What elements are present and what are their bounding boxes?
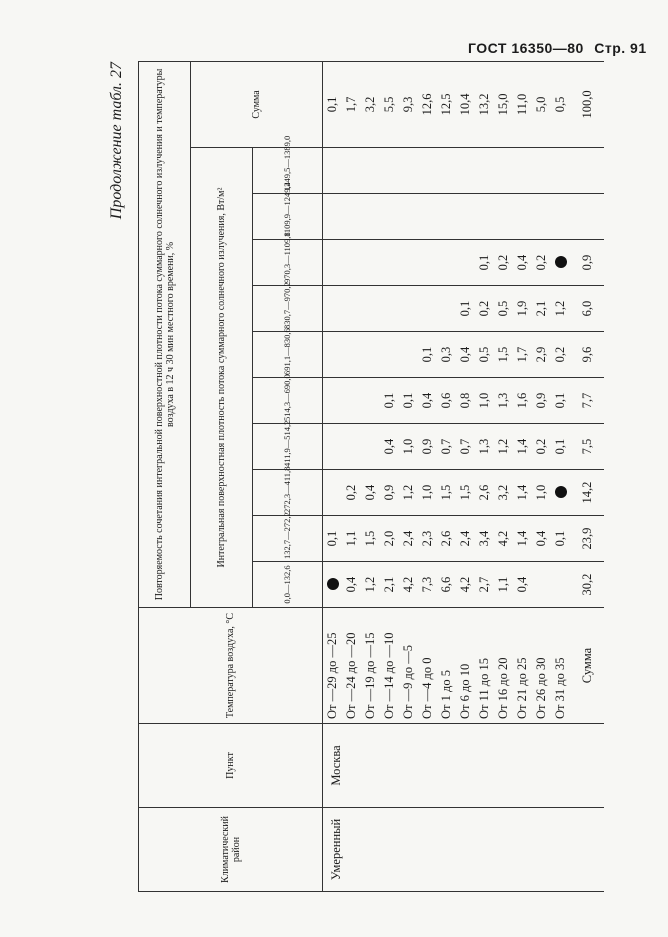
range-header: 514,3—690,0 <box>253 378 323 424</box>
value-cell: 4,2 <box>494 516 513 562</box>
value-cell: 1,2 <box>361 562 380 608</box>
row-sum-cell: 12,5 <box>437 61 456 147</box>
value-cell <box>456 240 475 286</box>
range-header: 691,1—830,6 <box>253 332 323 378</box>
row-sum-cell: 11,0 <box>513 61 532 147</box>
value-cell: 0,4 <box>380 424 399 470</box>
dot-icon <box>555 257 567 269</box>
temperature-cell: От 21 до 25 <box>513 608 532 724</box>
value-cell: 0,8 <box>456 378 475 424</box>
value-cell <box>361 378 380 424</box>
value-cell: 0,9 <box>418 424 437 470</box>
row-sum-cell: 10,4 <box>456 61 475 147</box>
total-value-cell <box>570 148 604 194</box>
value-cell: 1,0 <box>399 424 418 470</box>
value-cell <box>475 148 494 194</box>
value-cell: 0,5 <box>475 332 494 378</box>
value-cell: 4,2 <box>399 562 418 608</box>
value-cell: 0,1 <box>551 516 570 562</box>
value-cell <box>380 240 399 286</box>
marker-cell <box>551 240 570 286</box>
value-cell <box>342 332 361 378</box>
value-cell <box>475 194 494 240</box>
value-cell: 1,2 <box>399 470 418 516</box>
value-cell <box>361 424 380 470</box>
dot-icon <box>327 579 339 591</box>
point-cell: Москва <box>323 724 605 808</box>
value-cell: 1,4 <box>513 424 532 470</box>
total-value-cell: 23,9 <box>570 516 604 562</box>
value-cell <box>361 148 380 194</box>
value-cell: 0,2 <box>342 470 361 516</box>
row-sum-cell: 1,7 <box>342 61 361 147</box>
value-cell: 3,2 <box>494 470 513 516</box>
main-title: Повторяемость сочетания интегральной поверхностной плотности потока суммарного солнечного излучения и температуры воздуха в 12 ч 30 мин местного времени, % <box>139 61 191 607</box>
value-cell <box>418 286 437 332</box>
value-cell: 2,4 <box>399 516 418 562</box>
value-cell: 2,3 <box>418 516 437 562</box>
value-cell: 0,2 <box>475 286 494 332</box>
row-sum-cell: 0,1 <box>323 61 343 147</box>
value-cell: 2,7 <box>475 562 494 608</box>
value-cell <box>532 562 551 608</box>
value-cell: 2,6 <box>437 516 456 562</box>
value-cell <box>456 194 475 240</box>
value-cell <box>380 194 399 240</box>
value-cell: 1,4 <box>513 516 532 562</box>
value-cell <box>323 470 343 516</box>
value-cell: 0,1 <box>475 240 494 286</box>
value-cell <box>551 194 570 240</box>
range-header: 0,0—132,6 <box>253 562 323 608</box>
value-cell <box>399 332 418 378</box>
value-cell <box>494 148 513 194</box>
col-zone-header: Климатический район <box>139 808 323 892</box>
total-value-cell: 7,5 <box>570 424 604 470</box>
total-value-cell: 7,7 <box>570 378 604 424</box>
value-cell <box>532 148 551 194</box>
col-temp-header: Температура воздуха, °С <box>139 608 323 724</box>
value-cell: 0,6 <box>437 378 456 424</box>
value-cell <box>361 194 380 240</box>
value-cell: 1,7 <box>513 332 532 378</box>
value-cell <box>399 194 418 240</box>
value-cell: 2,4 <box>456 516 475 562</box>
value-cell: 0,2 <box>532 424 551 470</box>
value-cell: 0,2 <box>532 240 551 286</box>
value-cell: 1,1 <box>494 562 513 608</box>
total-value-cell: 14,2 <box>570 470 604 516</box>
total-value-cell: 30,2 <box>570 562 604 608</box>
value-cell <box>437 240 456 286</box>
value-cell <box>437 194 456 240</box>
value-cell: 1,3 <box>475 424 494 470</box>
value-cell: 0,4 <box>532 516 551 562</box>
temperature-cell: От —14 до —10 <box>380 608 399 724</box>
value-cell: 0,5 <box>494 286 513 332</box>
value-cell: 0,9 <box>380 470 399 516</box>
dot-icon <box>555 487 567 499</box>
table-container <box>108 62 660 892</box>
value-cell: 0,4 <box>456 332 475 378</box>
row-sum-cell: 3,2 <box>361 61 380 147</box>
value-cell: 0,1 <box>551 378 570 424</box>
value-cell <box>551 148 570 194</box>
value-cell: 0,2 <box>551 332 570 378</box>
value-cell <box>342 240 361 286</box>
value-cell: 1,0 <box>475 378 494 424</box>
value-cell <box>323 286 343 332</box>
sub-title: Интегральная поверхностная плотность потока суммарного солнечного излучения, Вт/м² <box>191 148 253 608</box>
value-cell: 0,1 <box>399 378 418 424</box>
col-sum-header: Сумма <box>191 61 323 147</box>
value-cell: 1,0 <box>532 470 551 516</box>
value-cell <box>551 562 570 608</box>
value-cell: 2,1 <box>532 286 551 332</box>
temperature-cell: От —29 до —25 <box>323 608 343 724</box>
temperature-cell: От 31 до 35 <box>551 608 570 724</box>
value-cell: 0,4 <box>361 470 380 516</box>
row-sum-cell: 15,0 <box>494 61 513 147</box>
value-cell: 0,1 <box>456 286 475 332</box>
value-cell <box>418 194 437 240</box>
temperature-cell: От 6 до 10 <box>456 608 475 724</box>
temperature-cell: От 16 до 20 <box>494 608 513 724</box>
value-cell: 2,6 <box>475 470 494 516</box>
value-cell: 1,1 <box>342 516 361 562</box>
value-cell <box>361 286 380 332</box>
value-cell <box>418 240 437 286</box>
value-cell: 2,0 <box>380 516 399 562</box>
page-header <box>468 40 656 56</box>
value-cell <box>399 148 418 194</box>
range-header: 830,7—970,2 <box>253 286 323 332</box>
value-cell: 0,9 <box>532 378 551 424</box>
range-header: 970,3—1109,8 <box>253 240 323 286</box>
value-cell <box>342 194 361 240</box>
data-table <box>138 61 604 892</box>
value-cell <box>361 240 380 286</box>
temperature-cell: От —19 до —15 <box>361 608 380 724</box>
value-cell <box>380 286 399 332</box>
value-cell: 1,5 <box>361 516 380 562</box>
total-value-cell <box>570 194 604 240</box>
value-cell: 1,2 <box>494 424 513 470</box>
row-sum-cell: 0,5 <box>551 61 570 147</box>
value-cell <box>323 332 343 378</box>
temperature-cell: От 26 до 30 <box>532 608 551 724</box>
value-cell: 1,6 <box>513 378 532 424</box>
value-cell: 6,6 <box>437 562 456 608</box>
grand-total-cell: 100,0 <box>570 61 604 147</box>
value-cell <box>361 332 380 378</box>
climate-zone-cell: Умеренный <box>323 808 605 892</box>
value-cell: 1,9 <box>513 286 532 332</box>
value-cell: 1,3 <box>494 378 513 424</box>
value-cell <box>494 194 513 240</box>
value-cell: 0,2 <box>494 240 513 286</box>
value-cell: 7,3 <box>418 562 437 608</box>
value-cell: 4,2 <box>456 562 475 608</box>
value-cell <box>380 332 399 378</box>
value-cell <box>456 148 475 194</box>
value-cell <box>437 286 456 332</box>
value-cell <box>342 148 361 194</box>
rotated-page <box>108 62 660 892</box>
value-cell: 1,5 <box>456 470 475 516</box>
value-cell: 0,4 <box>513 240 532 286</box>
range-header: 1109,9—1249,4 <box>253 194 323 240</box>
value-cell <box>342 424 361 470</box>
value-cell <box>323 148 343 194</box>
value-cell <box>418 148 437 194</box>
value-cell: 0,1 <box>380 378 399 424</box>
range-header: 132,7—272,2 <box>253 516 323 562</box>
value-cell <box>513 194 532 240</box>
table-row <box>323 61 343 891</box>
value-cell <box>323 194 343 240</box>
row-sum-cell: 5,5 <box>380 61 399 147</box>
value-cell: 0,4 <box>342 562 361 608</box>
value-cell: 0,1 <box>551 424 570 470</box>
temperature-cell: От 1 до 5 <box>437 608 456 724</box>
value-cell <box>399 286 418 332</box>
value-cell: 0,1 <box>323 516 343 562</box>
col-point-header: Пункт <box>139 724 323 808</box>
value-cell: 1,2 <box>551 286 570 332</box>
value-cell <box>342 378 361 424</box>
value-cell: 1,5 <box>494 332 513 378</box>
value-cell <box>380 148 399 194</box>
value-cell: 1,5 <box>437 470 456 516</box>
marker-cell <box>551 470 570 516</box>
temperature-cell: От —4 до 0 <box>418 608 437 724</box>
value-cell: 1,4 <box>513 470 532 516</box>
range-header: 272,3—411,8 <box>253 470 323 516</box>
total-value-cell: 6,0 <box>570 286 604 332</box>
value-cell <box>323 240 343 286</box>
value-cell <box>323 378 343 424</box>
total-value-cell: 0,9 <box>570 240 604 286</box>
value-cell: 2,9 <box>532 332 551 378</box>
value-cell: 3,4 <box>475 516 494 562</box>
continuation-label: Продолжение табл. 27 <box>108 62 125 220</box>
value-cell: 0,4 <box>418 378 437 424</box>
total-label: Сумма <box>570 608 604 724</box>
value-cell <box>532 194 551 240</box>
value-cell <box>342 286 361 332</box>
value-cell: 0,3 <box>437 332 456 378</box>
range-header: 1249,5—1389,0 <box>253 148 323 194</box>
value-cell: 0,7 <box>437 424 456 470</box>
temperature-cell: От 11 до 15 <box>475 608 494 724</box>
value-cell <box>513 148 532 194</box>
total-value-cell: 9,6 <box>570 332 604 378</box>
row-sum-cell: 13,2 <box>475 61 494 147</box>
value-cell: 1,0 <box>418 470 437 516</box>
row-sum-cell: 9,3 <box>399 61 418 147</box>
row-sum-cell: 12,6 <box>418 61 437 147</box>
standard-number: ГОСТ 16350—80 <box>468 40 584 56</box>
value-cell <box>437 148 456 194</box>
value-cell: 2,1 <box>380 562 399 608</box>
value-cell: 0,1 <box>418 332 437 378</box>
value-cell: 0,7 <box>456 424 475 470</box>
range-header: 411,9—514,2 <box>253 424 323 470</box>
row-sum-cell: 5,0 <box>532 61 551 147</box>
value-cell: 0,4 <box>513 562 532 608</box>
temperature-cell: От —9 до —5 <box>399 608 418 724</box>
temperature-cell: От —24 до —20 <box>342 608 361 724</box>
value-cell <box>399 240 418 286</box>
page-number: Стр. 91 <box>594 40 647 56</box>
value-cell <box>323 424 343 470</box>
marker-cell <box>323 562 343 608</box>
